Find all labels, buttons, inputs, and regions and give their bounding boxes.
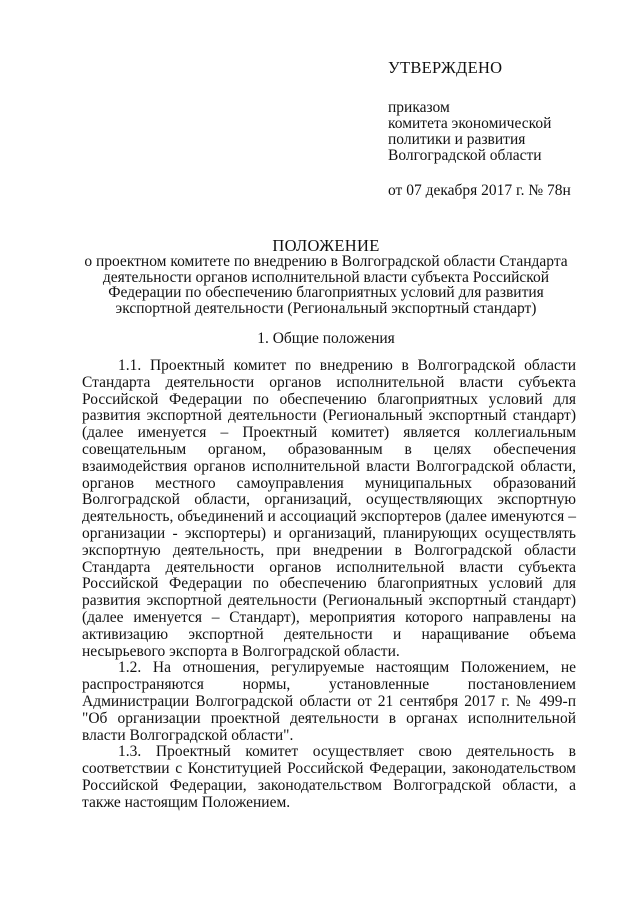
document-title: ПОЛОЖЕНИЕ [272, 236, 380, 255]
paragraph-1-1: 1.1. Проектный комитет по внедрению в Волгоградской области Стандарта деятельности органов исполнительной власти субъекта Российской Федерации по обеспечению благоприятных условий для развития экспортной деятельности (Региональный экспортный стандарт) (далее именуется – Проектный комитет) является коллегиальным совещательным органом, образованным в целях обеспечения взаимодействия органов исполнительной власти Волгоградской области, органов местного самоуправления муниципальных образований Волгоградской области, организаций, осуществляющих экспортную деятельность, объединений и ассоциаций экспортеров (далее именуются – организации - экспортеры) и организаций, планирующих осуществлять экспортную деятельность, при внедрении в Волгоградской области Стандарта деятельности органов исполнительной власти субъекта Российской Федерации по обеспечению благоприятных условий для развития экспортной деятельности (Региональный экспортный стандарт) (далее именуется – Стандарт), мероприятия которого направлены на активизацию экспортной деятельности и наращивание объема несырьевого экспорта в Волгоградской области. [82, 357, 576, 660]
section-title: 1. Общие положения [257, 330, 395, 347]
approval-line: комитета экономической [388, 115, 552, 132]
paragraph-1-3: 1.3. Проектный комитет осуществляет свою деятельность в соответствии с Конституцией Российской Федерации, законодательством Российской Федерации, законодательством Волгоградской области, а также настоящим Положением. [82, 743, 576, 811]
approval-line: Волгоградской области [388, 147, 542, 164]
approval-block [388, 58, 618, 200]
approval-line: политики и развития [388, 131, 526, 148]
approval-date: от 07 декабря 2017 г. № 78н [388, 182, 571, 199]
paragraph-1-2: 1.2. На отношения, регулируемые настоящим Положением, не распространяются нормы, установленные постановлением Администрации Волгоградской области от 21 сентября 2017 г. № 499-п "Об организации проектной деятельности в органах исполнительной власти Волгоградской области". [82, 659, 576, 744]
approval-lines [388, 100, 618, 164]
document-title-block [70, 238, 582, 316]
document-subtitle: о проектном комитете по внедрению в Волгоградской области Стандарта деятельности органов исполнительной власти субъекта Российской Федерации по обеспечению благоприятных условий для развития экспортной деятельности (Региональный экспортный стандарт) [84, 253, 568, 317]
approval-heading: УТВЕРЖДЕНО [388, 58, 503, 77]
approval-line: приказом [388, 99, 450, 116]
document-body [82, 358, 576, 812]
